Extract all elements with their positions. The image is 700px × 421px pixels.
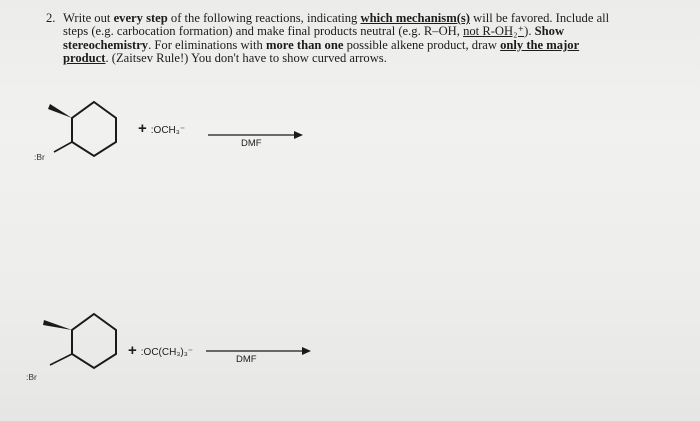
plus-sign: + xyxy=(128,342,137,359)
question-line-4 xyxy=(46,52,686,65)
text-segment: . For eliminations with xyxy=(148,37,266,52)
question-text xyxy=(46,12,686,66)
emphasis-show: Show xyxy=(534,24,565,39)
br-bond xyxy=(50,354,72,365)
text-segment: possible alkene product, draw xyxy=(343,37,501,52)
question-line-2 xyxy=(46,25,686,38)
tert-butoxide-label: :OC(CH₃)₃⁻ xyxy=(140,347,194,358)
text-segment: . (Zaitsev Rule!) You don't have to show curved arrows. xyxy=(105,51,387,66)
methyl-wedge-bond xyxy=(43,320,72,330)
emphasis-every-step: every step xyxy=(113,11,168,25)
reaction1-reagent xyxy=(138,120,185,137)
cyclohexane-ring xyxy=(72,102,116,156)
emphasis-which-mechanism: which mechanism(s) xyxy=(360,11,470,25)
emphasis-only-the-major: only the major xyxy=(500,37,580,52)
emphasis-product: product xyxy=(63,51,106,66)
reaction1-br-label: :Br xyxy=(34,152,45,162)
emphasis-stereochemistry: stereochemistry xyxy=(63,37,149,52)
reaction1-solvent: DMF xyxy=(241,138,262,149)
text-segment: of the following reactions, indicating xyxy=(167,11,361,25)
plus-sign: + xyxy=(138,120,147,137)
question-line-1 xyxy=(46,12,686,25)
text-segment: ). xyxy=(524,24,535,39)
text-segment: Write out xyxy=(63,11,114,25)
text-segment: will be favored. Include all xyxy=(469,11,610,25)
methyl-wedge-bond xyxy=(48,104,72,118)
reaction2-substrate-structure xyxy=(30,304,130,386)
text-segment: steps (e.g. carbocation formation) and make final products neutral (e.g. R–OH, xyxy=(63,24,464,39)
cyclohexane-ring xyxy=(72,314,116,368)
reaction1-substrate-structure xyxy=(34,94,134,174)
question-line-3 xyxy=(46,39,686,52)
reaction2-solvent: DMF xyxy=(236,354,257,365)
reaction2-reagent xyxy=(128,342,193,359)
br-bond xyxy=(54,142,72,152)
methoxide-label: :OCH₃⁻ xyxy=(150,125,186,136)
reaction2-br-label: :Br xyxy=(26,372,37,382)
emphasis-more-than-one: more than one xyxy=(265,37,344,52)
reaction2-arrow xyxy=(206,345,312,359)
question-number: 2. xyxy=(46,11,56,25)
emphasis-not-roh2: not R-OH₂⁺ xyxy=(463,24,525,39)
